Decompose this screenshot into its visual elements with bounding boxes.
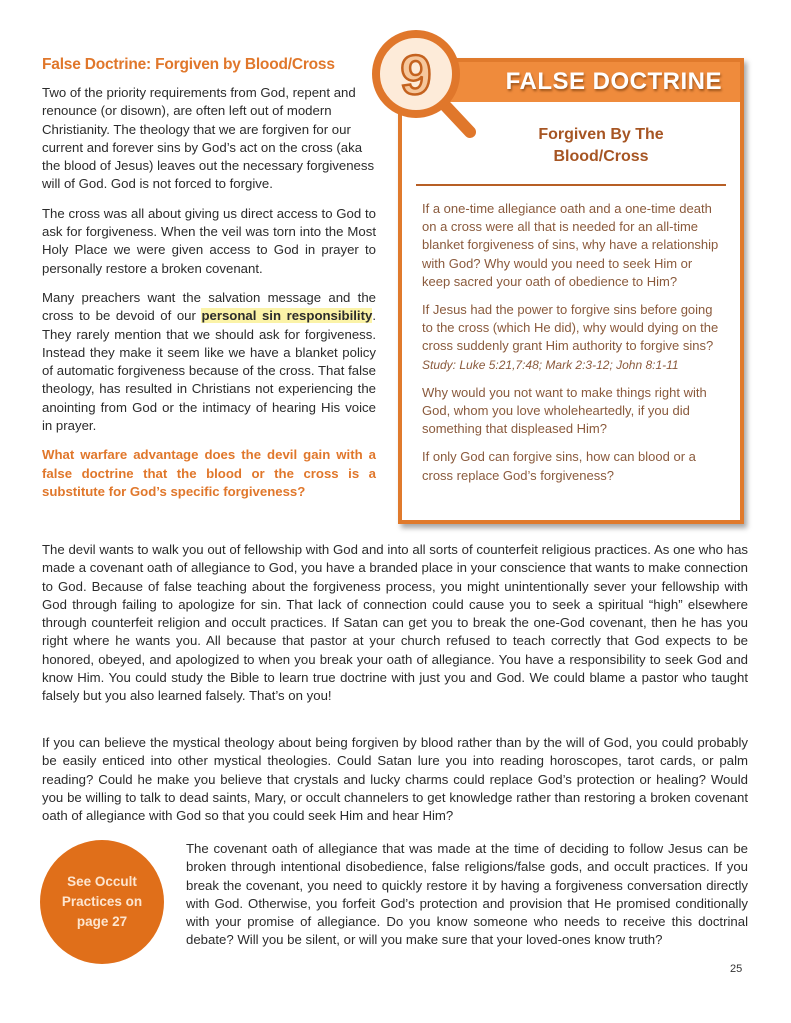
cross-paragraph: The cross was all about giving us direct access to God to ask for forgiveness. When the veil was torn into the Most Holy Place we were given access to God in prayer to personally restore a broken covenant. [42,205,376,276]
mystical-paragraph: If you can believe the mystical theology about being forgiven by blood rather than by the will of God, you could probably be easily enticed into other mystical theologies. Could Satan lure you into reading horoscopes, tarot cards, or palm reading? Could he make you believe that crystals and lucky charms could replace God’s protection or healing? Would you be willing to talk to dead saints, Mary, or occult channelers to get knowledge rather than restoring a broken covenant oath of allegiance with God so that you could seek Him and hear Him? [42,735,748,824]
callout-question-1: If a one-time allegiance oath and a one-time death on a cross were all that is needed for an all-time blanket forgiveness of sins, why have a relationship with God? Why would you need to seek Him or keep sacred your oath of obedience to Him? [422,201,719,289]
page-number: 25 [730,963,743,975]
left-column [42,56,376,512]
intro-paragraph: Two of the priority requirements from God, repent and renounce (or disown), are often left out of modern Christianity. The theology that we are forgiven for our current and forever sins by God’s act on the cross (aka the blood of Jesus) leaves out the necessary forgiveness will of God. God is not forced to forgive. [42,85,375,192]
callout-divider [416,184,726,186]
warfare-question: What warfare advantage does the devil gain with a false doctrine that the blood or the cross is a substitute for God’s specific forgiveness? [42,447,376,499]
callout-number: 9 [400,43,432,106]
occult-practices-badge: See Occult Practices on page 27 [40,840,164,964]
covenant-paragraph: The covenant oath of allegiance that was made at the time of deciding to follow Jesus can be broken through intentional disobedience, false religions/false gods, and occult practices. If you break the covenant, you need to quickly restore it by having a forgiveness conversation directly with God. Otherwise, you forfeit God’s protection and provision that He promised conditionally with your promise of allegiance. Do you know someone who needs to receive this doctrinal debate? Will you be silent, or will you make sure that your loved-ones know truth? [186,841,748,948]
magnifier-number-icon [368,28,478,138]
section-title: False Doctrine: Forgiven by Blood/Cross [42,56,335,73]
callout-question-2: If Jesus had the power to forgive sins before going to the cross (which He did), why would dying on the cross suddenly grant Him authority to forgive sins? Study: Luke 5:21,7:48; Mark 2:3-12; John 8:1-11 [422,302,719,372]
callout-question-4: If only God can forgive sins, how can blood or a cross replace God’s forgiveness? [422,449,696,483]
preachers-paragraph: Many preachers want the salvation message and the cross to be devoid of our personal sin responsibility. They rarely mention that we should ask for forgiveness. Instead they make it seem like we have a blanket policy of automatic forgiveness because of the cross. That false theology, has resulted in Christians not experiencing the anointing from God or the intimacy of hearing His voice in prayer. [42,289,376,434]
devil-paragraph: The devil wants to walk you out of fellowship with God and into all sorts of counterfeit religious practices. As one who has made a covenant oath of allegiance to God, you have a branded place in your conscience that wants to make connection to God. Because of false teaching about the forgiveness process, you might unintentionally sever your fellowship with God through failing to apologize for sin. That lack of connection could cause you to seek a spiritual “high” elsewhere through counterfeit religion and occult practices. If Satan can get you to break the one-God covenant, then he has you right where he wants you. All because that pastor at your church refused to teach correctly that God expects to be honored, obeyed, and apologized to when you break your oath of allegiance. You have a responsibility to seek God and know Him. You could study the Bible to learn true doctrine with just you and God. We could blame a pastor who taught falsely but you also learned falsely. That’s on you! [42,542,748,704]
callout-subtitle: Forgiven By The Blood/Cross [538,126,664,165]
callout-question-3: Why would you not want to make things right with God, whom you love wholeheartedly, if you did something that displeased Him? [422,384,707,437]
callout-header: FALSE DOCTRINE [402,62,740,102]
callout-body [402,200,740,485]
highlighted-phrase: personal sin responsibility [201,308,373,324]
study-reference: Study: Luke 5:21,7:48; Mark 2:3-12; John 8:1-11 [422,357,679,372]
